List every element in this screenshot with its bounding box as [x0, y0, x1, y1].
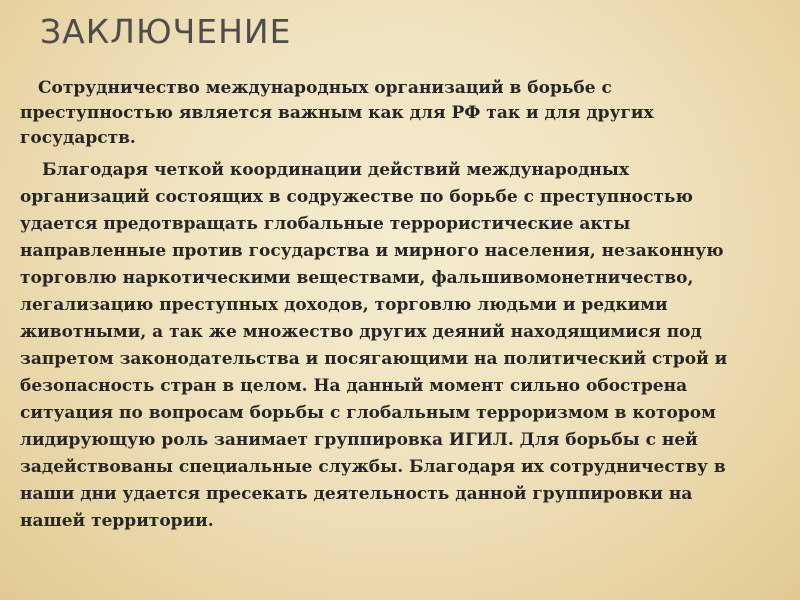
paragraph-intro: Сотрудничество международных организаций в борьбе с преступностью является важным как для РФ так и для других государств. — [20, 78, 654, 148]
slide-body — [20, 76, 790, 541]
paragraph-main: Благодаря четкой координации действий международных организаций состоящих в содружестве по борьбе с преступностью удается предотвращать глобальные террористические акты направленные против государства и мирного населения, незаконную торговлю наркотическими веществами, фальшивомонетничество, легализацию преступных доходов, торговлю людьми и редкими животными, а так же множество других деяний находящимися под запретом законодательства и посягающими на политический строй и безопасность стран в целом. На данный момент сильно обострена ситуация по вопросам борьбы с глобальным терроризмом в котором лидирующую роль занимает группировка ИГИЛ. Для борьбы с ней задействованы специальные службы. Благодаря их сотрудничеству в наши дни удается пресекать деятельность данной группировки на нашей территории. — [20, 160, 728, 531]
slide-title: ЗАКЛЮЧЕНИЕ — [40, 12, 292, 51]
